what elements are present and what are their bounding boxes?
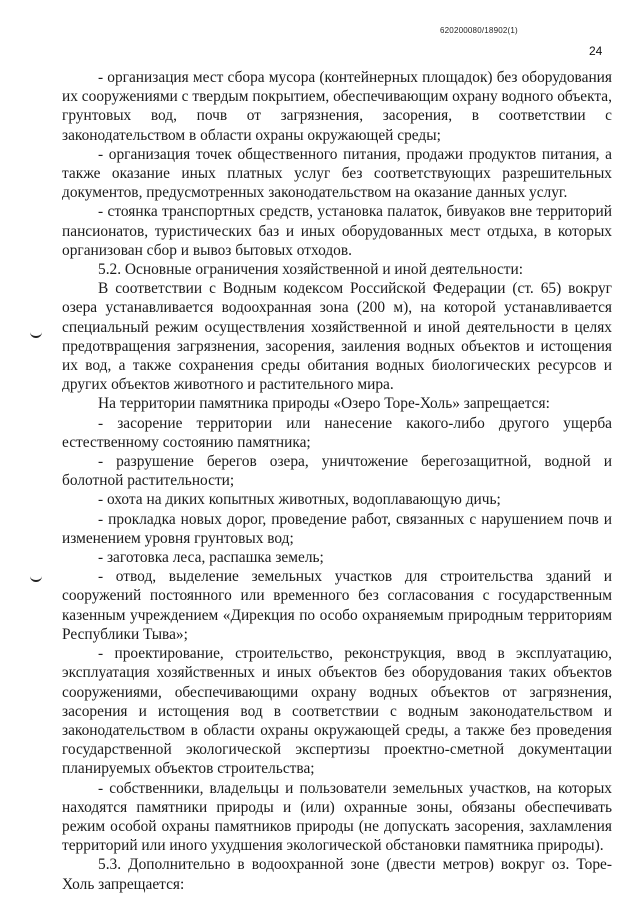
- list-item: - заготовка леса, распашка земель;: [98, 549, 324, 567]
- page-number: 24: [589, 44, 603, 58]
- list-item: - прокладка новых дорог, проведение работ, связанных с нарушением почв и изменением уровня грунтовых вод;: [62, 510, 612, 547]
- paragraph: - организация точек общественного питания, продажи продуктов питания, а также оказание иных платных услуг без соответствующих разрешительных документов, предусмотренных законодательством на оказание данных услуг.: [62, 145, 612, 202]
- document-id: 620200080/18902(1): [440, 26, 518, 35]
- document-body: [62, 68, 612, 894]
- list-item: - проектирование, строительство, реконструкция, ввод в эксплуатацию, эксплуатация хозяйственных и иных объектов без оборудования таких объектов сооружениями, обеспечивающими охрану водных объектов от загрязнения, засорения и истощения вод в соответствии с водным законодательством и законодательством в области охраны окружающей среды, а также без проведения государственной экологической экспертизы проектно-сметной документации планируемых объектов строительства;: [62, 645, 612, 778]
- paragraph: - организация мест сбора мусора (контейнерных площадок) без оборудования их сооружениями с твердым покрытием, обеспечивающим охрану водного объекта, грунтовых вод, почв от загрязнения, засорения, в соответствии с законодательством в области охраны окружающей среды;: [62, 69, 612, 144]
- margin-mark: [30, 330, 42, 338]
- list-item: - собственники, владельцы и пользователи земельных участков, на которых находятся памятники природы и (или) охранные зоны, обязаны обеспечивать режим особой охраны памятников природы (не допускать засорения, захламления территорий или иного ухудшения экологической обстановки памятника природы).: [62, 779, 612, 855]
- paragraph: - стоянка транспортных средств, установка палаток, бивуаков вне территорий пансионатов, туристических баз и иных оборудованных мест отдыха, в которых организован сбор и вывоз бытовых отходов.: [62, 203, 612, 259]
- section-heading: 5.2. Основные ограничения хозяйственной и иной деятельности:: [98, 261, 524, 279]
- list-item: - разрушение берегов озера, уничтожение берегозащитной, водной и болотной растительности;: [62, 453, 612, 490]
- margin-mark: [30, 574, 42, 582]
- section-heading: 5.3. Дополнительно в водоохранной зоне (двести метров) вокруг оз. Торе-Холь запрещается:: [62, 856, 612, 893]
- list-item: - охота на диких копытных животных, водоплавающую дичь;: [98, 491, 501, 509]
- paragraph: На территории памятника природы «Озеро Торе-Холь» запрещается:: [98, 395, 550, 413]
- list-item: - отвод, выделение земельных участков для строительства зданий и сооружений постоянного или временного без согласования с государственным казенным учреждением «Дирекция по особо охраняемым природным территориям Республики Тыва»;: [62, 568, 612, 643]
- list-item: - засорение территории или нанесение какого-либо другого ущерба естественному состоянию памятника;: [62, 414, 612, 451]
- paragraph: В соответствии с Водным кодексом Российской Федерации (ст. 65) вокруг озера устанавливается водоохранная зона (200 м), на которой устанавливается специальный режим осуществления хозяйственной и иной деятельности в целях предотвращения загрязнения, засорения, заиления водных объектов и истощения их вод, а также сохранения среды обитания водных биологических ресурсов и других объектов животного и растительного мира.: [62, 280, 612, 394]
